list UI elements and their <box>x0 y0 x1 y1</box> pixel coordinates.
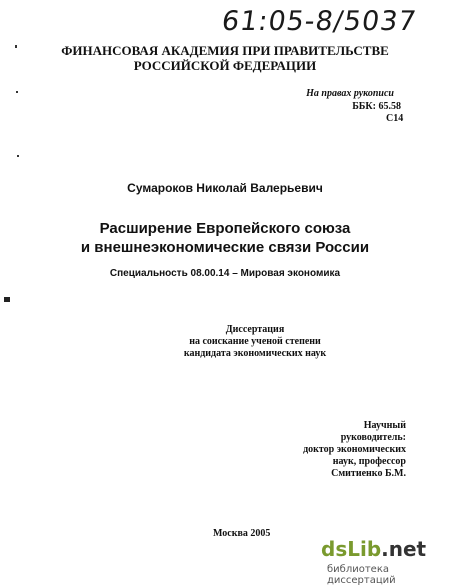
dissertation-title <box>0 219 450 257</box>
title-line-1: Расширение Европейского союза <box>99 220 351 237</box>
degree-line-3: кандидата экономических наук <box>183 348 327 359</box>
city-and-year: Москва 2005 <box>213 528 271 539</box>
title-line-2: и внешнеэкономические связи России <box>80 239 370 256</box>
degree-line-2: на соискание ученой степени <box>189 336 321 347</box>
dissertation-degree-block <box>30 324 450 360</box>
advisor-line-1: Научный руководитель: <box>340 420 406 443</box>
bbk-classification: ББК: 65.58 <box>352 101 401 112</box>
advisor-line-2: доктор экономических <box>303 444 406 455</box>
scan-speck-1 <box>15 45 17 48</box>
manuscript-rights: На правах рукописи <box>306 88 394 99</box>
watermark-logo-suffix: .net <box>381 537 427 561</box>
specialty: Специальность 08.00.14 – Мировая экономика <box>109 268 341 279</box>
author-mark-code: С14 <box>386 113 404 124</box>
watermark-logo <box>321 537 426 561</box>
scan-mark <box>4 297 10 302</box>
author-name: Сумароков Николай Валерьевич <box>127 181 323 195</box>
organization-name <box>0 43 450 73</box>
organization-line-1: ФИНАНСОВАЯ АКАДЕМИЯ ПРИ ПРАВИТЕЛЬСТВЕ <box>61 43 389 58</box>
organization-line-2: РОССИЙСКОЙ ФЕДЕРАЦИИ <box>133 58 317 73</box>
scan-speck-3 <box>17 155 19 157</box>
degree-line-1: Диссертация <box>225 324 285 335</box>
advisor-line-4: Смитиенко Б.М. <box>331 468 406 479</box>
scan-speck-2 <box>16 91 18 93</box>
handwritten-archive-number: 61:05-8/5037 <box>219 6 419 37</box>
scientific-advisor <box>298 420 406 480</box>
watermark <box>318 533 450 586</box>
watermark-logo-main: dsLib <box>321 537 382 561</box>
advisor-line-3: наук, профессор <box>332 456 406 467</box>
watermark-caption: библиотека диссертаций <box>327 564 396 586</box>
